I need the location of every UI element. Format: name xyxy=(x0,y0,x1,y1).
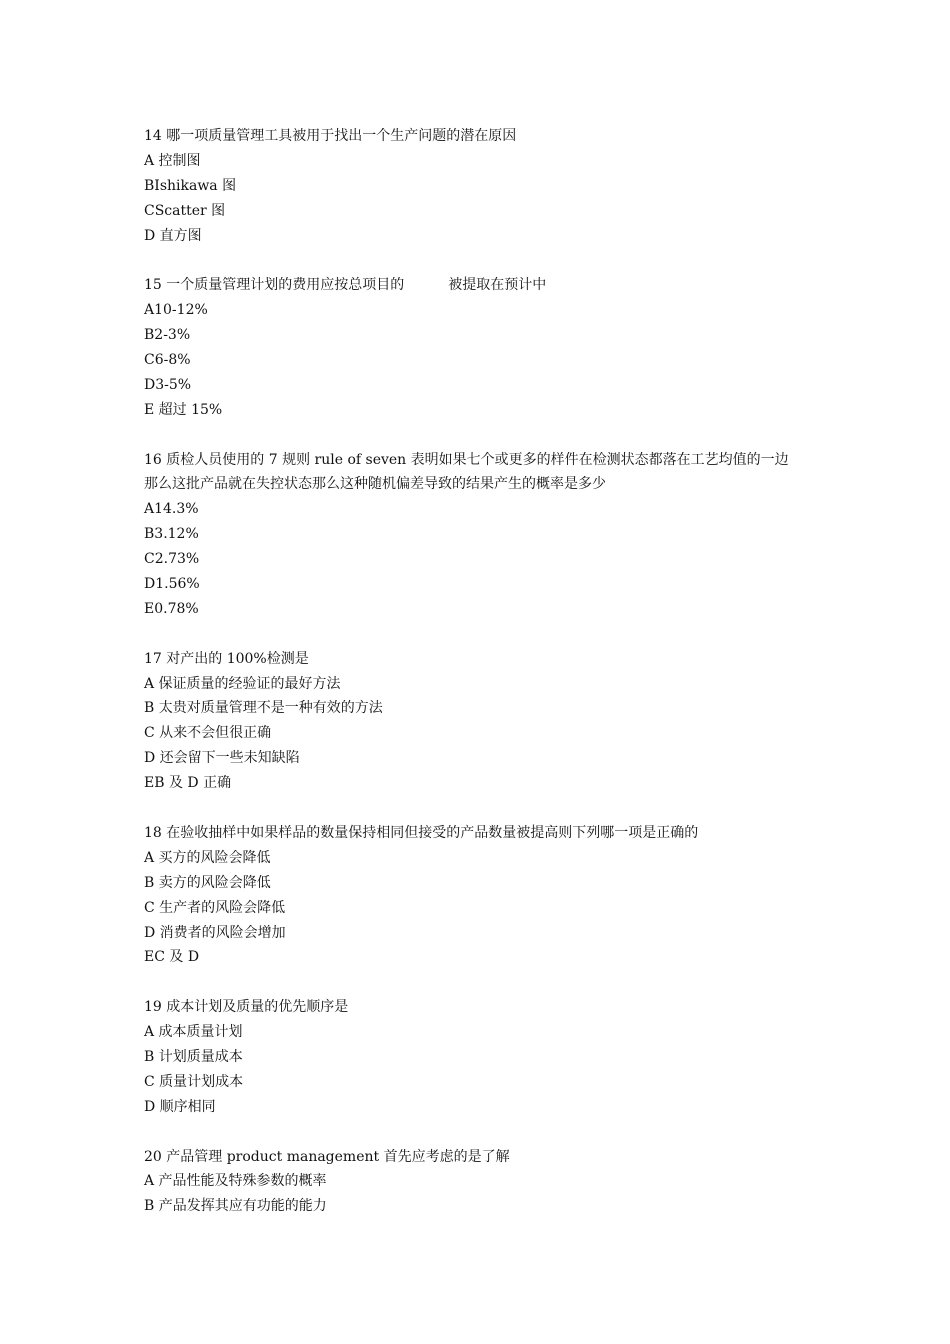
option-c: C2.73% xyxy=(144,551,200,568)
option-b: B 产品发挥其应有功能的能力 xyxy=(144,1198,327,1215)
option-a: A 产品性能及特殊参数的概率 xyxy=(144,1173,327,1190)
question-text: 18 在验收抽样中如果样品的数量保持相同但接受的产品数量被提高则下列哪一项是正确的 xyxy=(144,824,699,841)
question-19 xyxy=(144,995,844,1119)
question-18 xyxy=(144,821,844,970)
option-b: B 计划质量成本 xyxy=(144,1048,243,1065)
question-14 xyxy=(144,124,844,248)
option-b: B 太贵对质量管理不是一种有效的方法 xyxy=(144,700,383,717)
question-16 xyxy=(144,448,844,622)
question-text: 16 质检人员使用的 7 规则 rule of seven 表明如果七个或更多的样件在检测状态都落在工艺均值的一边 xyxy=(144,451,789,468)
option-a: A 买方的风险会降低 xyxy=(144,849,271,866)
document-page xyxy=(144,124,844,1244)
option-d: D1.56% xyxy=(144,576,200,593)
question-text: 20 产品管理 product management 首先应考虑的是了解 xyxy=(144,1148,510,1165)
option-c: C 质量计划成本 xyxy=(144,1073,244,1090)
option-d: D 直方图 xyxy=(144,227,202,244)
option-e: E 超过 15% xyxy=(144,401,223,418)
option-c: CScatter 图 xyxy=(144,202,226,219)
question-text xyxy=(144,273,844,298)
option-b: B 卖方的风险会降低 xyxy=(144,874,271,891)
option-e: E0.78% xyxy=(144,600,199,617)
option-a: A14.3% xyxy=(144,501,199,518)
question-text: 14 哪一项质量管理工具被用于找出一个生产问题的潜在原因 xyxy=(144,128,517,144)
question-text-before-blank: 15 一个质量管理计划的费用应按总项目的 xyxy=(144,277,405,294)
question-20 xyxy=(144,1145,844,1220)
question-17 xyxy=(144,647,844,796)
option-a: A 控制图 xyxy=(144,152,201,169)
option-b: B2-3% xyxy=(144,327,191,344)
option-c: C6-8% xyxy=(144,352,191,369)
option-b: BIshikawa 图 xyxy=(144,177,237,194)
option-b: B3.12% xyxy=(144,526,199,543)
question-text-after-blank: 被提取在预计中 xyxy=(448,277,547,294)
option-e: EB 及 D 正确 xyxy=(144,775,232,792)
option-a: A 保证质量的经验证的最好方法 xyxy=(144,675,341,692)
option-d: D 消费者的风险会增加 xyxy=(144,924,286,941)
question-text-continued: 那么这批产品就在失控状态那么这种随机偏差导致的结果产生的概率是多少 xyxy=(144,476,606,493)
option-d: D 顺序相同 xyxy=(144,1098,216,1115)
option-e: EC 及 D xyxy=(144,949,200,966)
option-a: A 成本质量计划 xyxy=(144,1024,243,1041)
question-15 xyxy=(144,273,844,422)
option-d: D 还会留下一些未知缺陷 xyxy=(144,750,300,767)
option-c: C 生产者的风险会降低 xyxy=(144,899,286,916)
option-c: C 从来不会但很正确 xyxy=(144,725,272,742)
question-text: 17 对产出的 100%检测是 xyxy=(144,650,309,667)
question-text: 19 成本计划及质量的优先顺序是 xyxy=(144,999,349,1016)
option-d: D3-5% xyxy=(144,376,192,393)
option-a: A10-12% xyxy=(144,302,208,319)
